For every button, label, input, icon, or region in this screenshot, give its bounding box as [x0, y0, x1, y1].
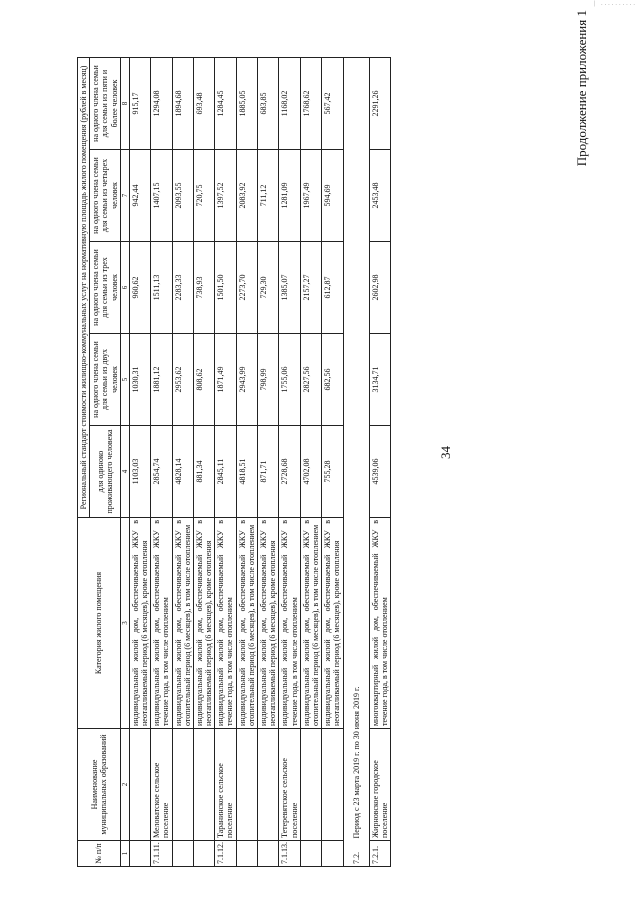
cost-value: 1030,31 [129, 334, 150, 426]
cost-value: 711,12 [258, 150, 279, 242]
cost-value: 2291,26 [369, 57, 390, 149]
table-row [300, 57, 321, 866]
cost-value: 1397,52 [215, 150, 236, 242]
municipality-name: Жирновское городское поселение [369, 729, 390, 841]
header-sub-single: для одиноко проживающего человека [90, 426, 121, 518]
municipality-name [129, 729, 150, 841]
cost-value: 1885,05 [236, 57, 257, 149]
cost-value: 881,34 [193, 426, 214, 518]
cost-value: 2728,68 [279, 426, 300, 518]
cost-value: 2827,56 [300, 334, 321, 426]
cost-value: 798,99 [258, 334, 279, 426]
col-number: 5 [120, 334, 129, 426]
housing-category: индивидуальный жилой дом, обеспечиваемый ЖКУ в неотапливаемый период (6 месяцев), кроме отопления [322, 518, 343, 729]
cost-value: 2602,98 [369, 242, 390, 334]
cost-value: 1284,45 [215, 57, 236, 149]
section-row [343, 57, 369, 866]
cost-value: 1294,08 [151, 57, 172, 149]
row-number: 7.2. [343, 841, 369, 867]
cost-value: 2854,74 [151, 426, 172, 518]
col-number: 7 [120, 150, 129, 242]
cost-value: 3134,71 [369, 334, 390, 426]
cost-value: 1281,09 [279, 150, 300, 242]
cost-value: 1407,15 [151, 150, 172, 242]
cost-value: 1768,62 [300, 57, 321, 149]
housing-category: индивидуальный жилой дом, обеспечиваемый ЖКУ в течение года, в том числе отоплением [215, 518, 236, 729]
municipality-name [258, 729, 279, 841]
cost-value: 4818,51 [236, 426, 257, 518]
row-number [322, 841, 343, 867]
table-row [193, 57, 214, 866]
housing-category: индивидуальный жилой дом, обеспечиваемый ЖКУ в отопительный период (6 месяцев), в том числе отоплением [172, 518, 193, 729]
row-number [172, 841, 193, 867]
cost-value: 1967,49 [300, 150, 321, 242]
col-number: 1 [120, 841, 129, 867]
housing-category: многоквартирный жилой дом, обеспечиваемый ЖКУ в течение года, в том числе отоплением [369, 518, 390, 729]
header-category: Категория жилого помещения [78, 518, 121, 729]
municipality-name: Таранинское сельское поселение [215, 729, 236, 841]
municipality-name [193, 729, 214, 841]
cost-value: 2157,27 [300, 242, 321, 334]
municipality-name [236, 729, 257, 841]
cost-value: 1385,07 [279, 242, 300, 334]
table-row [215, 57, 236, 866]
housing-category: индивидуальный жилой дом, обеспечиваемый ЖКУ в течение года, в том числе отоплением [279, 518, 300, 729]
header-municipality: Наименование муниципальных образований [78, 729, 121, 841]
row-number [129, 841, 150, 867]
cost-value: 682,56 [322, 334, 343, 426]
cost-value: 4702,08 [300, 426, 321, 518]
table-row [322, 57, 343, 866]
table-row [369, 57, 390, 866]
cost-value: 594,69 [322, 150, 343, 242]
table-row [279, 57, 300, 866]
standard-cost-table [77, 57, 391, 867]
housing-category: индивидуальный жилой дом, обеспечиваемый ЖКУ в отопительный период (6 месяцев), в том числе отоплением [300, 518, 321, 729]
header-sub-three: на одного члена семьи для семьи из трех человек [90, 242, 121, 334]
housing-category: индивидуальный жилой дом, обеспечиваемый ЖКУ в течение года, в том числе отоплением [151, 518, 172, 729]
cost-value: 915,17 [129, 57, 150, 149]
cost-value: 2283,33 [172, 242, 193, 334]
cost-value: 567,42 [322, 57, 343, 149]
cost-value: 1881,12 [151, 334, 172, 426]
col-number: 8 [120, 57, 129, 149]
cost-value: 1168,02 [279, 57, 300, 149]
header-standard-group: Региональный стандарт стоимости жилищно-коммунальных услуг на нормативную площадь жилого помещения (рублей в месяц) [78, 57, 90, 517]
header-sub-four: на одного члена семьи для семьи из четырех человек [90, 150, 121, 242]
col-number: 4 [120, 426, 129, 518]
table-row [172, 57, 193, 866]
row-number [300, 841, 321, 867]
col-number: 2 [120, 729, 129, 841]
row-number [258, 841, 279, 867]
cost-value: 4828,14 [172, 426, 193, 518]
housing-category: индивидуальный жилой дом, обеспечиваемый ЖКУ в отопительный период (6 месяцев), в том числе отоплением [236, 518, 257, 729]
header-sub-two: на одного члена семьи для семьи из двух человек [90, 334, 121, 426]
cost-value: 1871,49 [215, 334, 236, 426]
row-number [193, 841, 214, 867]
cost-value: 2953,62 [172, 334, 193, 426]
cost-value: 4539,06 [369, 426, 390, 518]
header-sub-five: на одного члена семьи для семьи из пяти и более человек [90, 57, 121, 149]
section-title: Период с 23 марта 2019 г. по 30 июня 2019 г. [343, 57, 369, 840]
table-row [258, 57, 279, 866]
cost-value: 808,62 [193, 334, 214, 426]
municipality-name [322, 729, 343, 841]
col-number: 6 [120, 242, 129, 334]
municipality-name: Меловатское сельское поселение [151, 729, 172, 841]
cost-value: 1894,68 [172, 57, 193, 149]
cost-value: 755,28 [322, 426, 343, 518]
table-row [129, 57, 150, 866]
cost-value: 683,85 [258, 57, 279, 149]
header-column-numbers [120, 57, 129, 866]
housing-category: индивидуальный жилой дом, обеспечиваемый ЖКУ в неотапливаемый период (6 месяцев), кроме отопления [258, 518, 279, 729]
cost-value: 693,48 [193, 57, 214, 149]
cost-value: 871,71 [258, 426, 279, 518]
page-number: 34 [438, 446, 453, 459]
col-number: 3 [120, 518, 129, 729]
cost-value: 729,30 [258, 242, 279, 334]
cost-value: 2093,55 [172, 150, 193, 242]
cost-value: 1501,50 [215, 242, 236, 334]
municipality-name [172, 729, 193, 841]
row-number: 7.1.13. [279, 841, 300, 867]
cost-value: 960,62 [129, 242, 150, 334]
municipality-name: Тетеревятское сельское поселение [279, 729, 300, 841]
cost-value: 2943,99 [236, 334, 257, 426]
table-body [129, 57, 390, 866]
housing-category: индивидуальный жилой дом, обеспечиваемый ЖКУ в неотапливаемый период (6 месяцев), кроме отопления [193, 518, 214, 729]
cost-value: 1103,03 [129, 426, 150, 518]
continuation-heading: Продолжение приложения 1 [574, 10, 589, 167]
cost-value: 720,75 [193, 150, 214, 242]
table-row [151, 57, 172, 866]
header-row-1 [78, 57, 90, 866]
cost-value: 1511,13 [151, 242, 172, 334]
table-row [236, 57, 257, 866]
row-number: 7.1.12. [215, 841, 236, 867]
cost-value: 738,93 [193, 242, 214, 334]
cost-value: 2845,11 [215, 426, 236, 518]
cost-value: 2083,92 [236, 150, 257, 242]
row-number: 7.2.1. [369, 841, 390, 867]
housing-category: индивидуальный жилой дом, обеспечиваемый ЖКУ в неотапливаемый период (6 месяцев), кроме отопления [129, 518, 150, 729]
cost-value: 1755,06 [279, 334, 300, 426]
row-number: 7.1.11. [151, 841, 172, 867]
municipality-name [300, 729, 321, 841]
row-number [236, 841, 257, 867]
cost-value: 2273,70 [236, 242, 257, 334]
corner-scan-mark: | .......... [592, 0, 636, 7]
cost-value: 2453,48 [369, 150, 390, 242]
header-num: № п/п [78, 841, 121, 867]
cost-value: 942,44 [129, 150, 150, 242]
cost-value: 612,87 [322, 242, 343, 334]
